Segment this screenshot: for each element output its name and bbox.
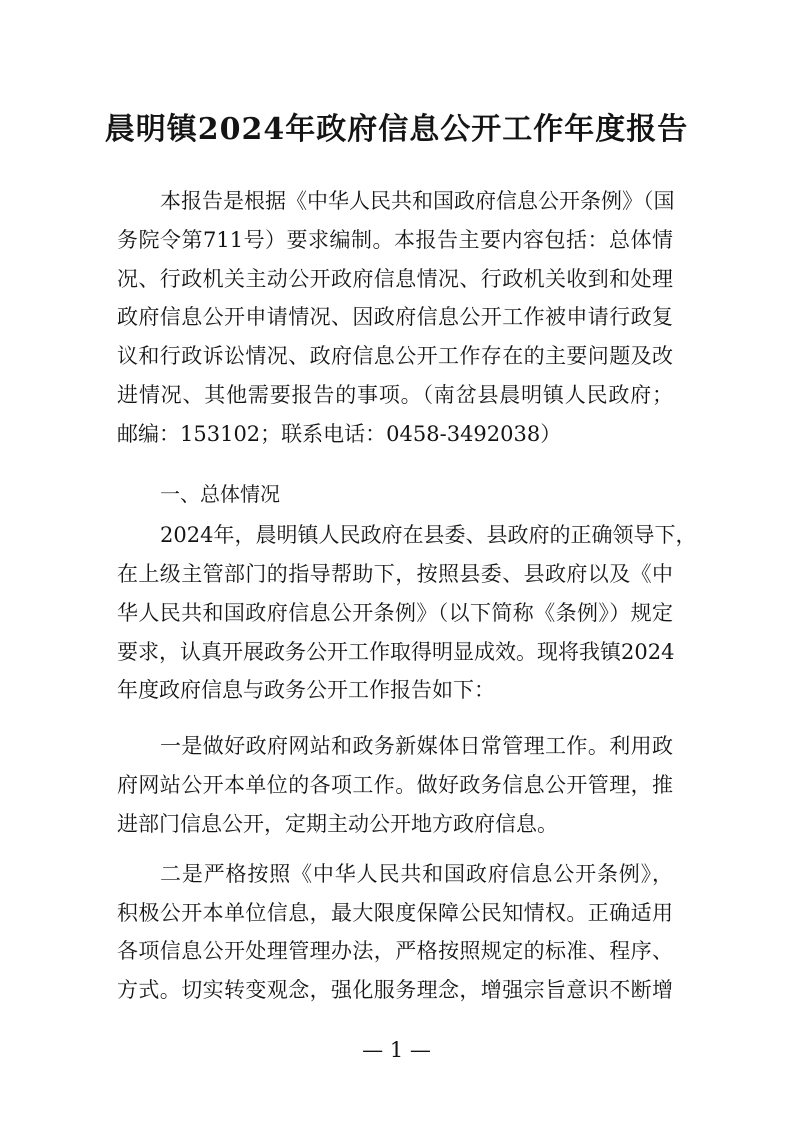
intro-line: 邮编：153102；联系电话：0458-3492038） — [117, 422, 562, 446]
section1-line: 要求，认真开展政务公开工作取得明显成效。现将我镇2024 — [117, 640, 675, 664]
intro-line: 本报告是根据《中华人民共和国政府信息公开条例》（国 — [160, 189, 675, 213]
point2-line: 积极公开本单位信息，最大限度保障公民知情权。正确适用 — [117, 901, 673, 925]
point1-line: 进部门信息公开，定期主动公开地方政府信息。 — [117, 812, 558, 836]
report-title: 晨明镇2024年政府信息公开工作年度报告 — [104, 112, 689, 147]
section1-line: 2024年，晨明镇人民政府在县委、县政府的正确领导下， — [160, 523, 697, 547]
intro-line: 况、行政机关主动公开政府信息情况、行政机关收到和处理 — [117, 267, 673, 291]
intro-line: 务院令第711号）要求编制。本报告主要内容包括：总体情 — [117, 228, 673, 252]
section1-line: 华人民共和国政府信息公开条例》（以下简称《条例》）规定 — [117, 601, 673, 625]
section1-line: 在上级主管部门的指导帮助下，按照县委、县政府以及《中 — [117, 562, 673, 586]
point1-line: 一是做好政府网站和政务新媒体日常管理工作。利用政 — [160, 734, 673, 758]
section1-line: 年度政府信息与政务公开工作报告如下： — [117, 678, 495, 702]
intro-line: 议和行政诉讼情况、政府信息公开工作存在的主要问题及改 — [117, 344, 673, 368]
point2-line: 二是严格按照《中华人民共和国政府信息公开条例》， — [160, 862, 673, 886]
point1-line: 府网站公开本单位的各项工作。做好政务信息公开管理，推 — [117, 773, 673, 797]
point2-line: 方式。切实转变观念，强化服务理念，增强宗旨意识不断增 — [117, 978, 673, 1002]
intro-line: 进情况、其他需要报告的事项。（南岔县晨明镇人民政府； — [117, 383, 673, 407]
point2-line: 各项信息公开处理管理办法，严格按照规定的标准、程序、 — [117, 939, 673, 963]
section-heading: 一、总体情况 — [160, 482, 280, 506]
intro-line: 政府信息公开申请情况、因政府信息公开工作被申请行政复 — [117, 305, 673, 329]
page-number: — 1 — — [362, 1038, 431, 1062]
